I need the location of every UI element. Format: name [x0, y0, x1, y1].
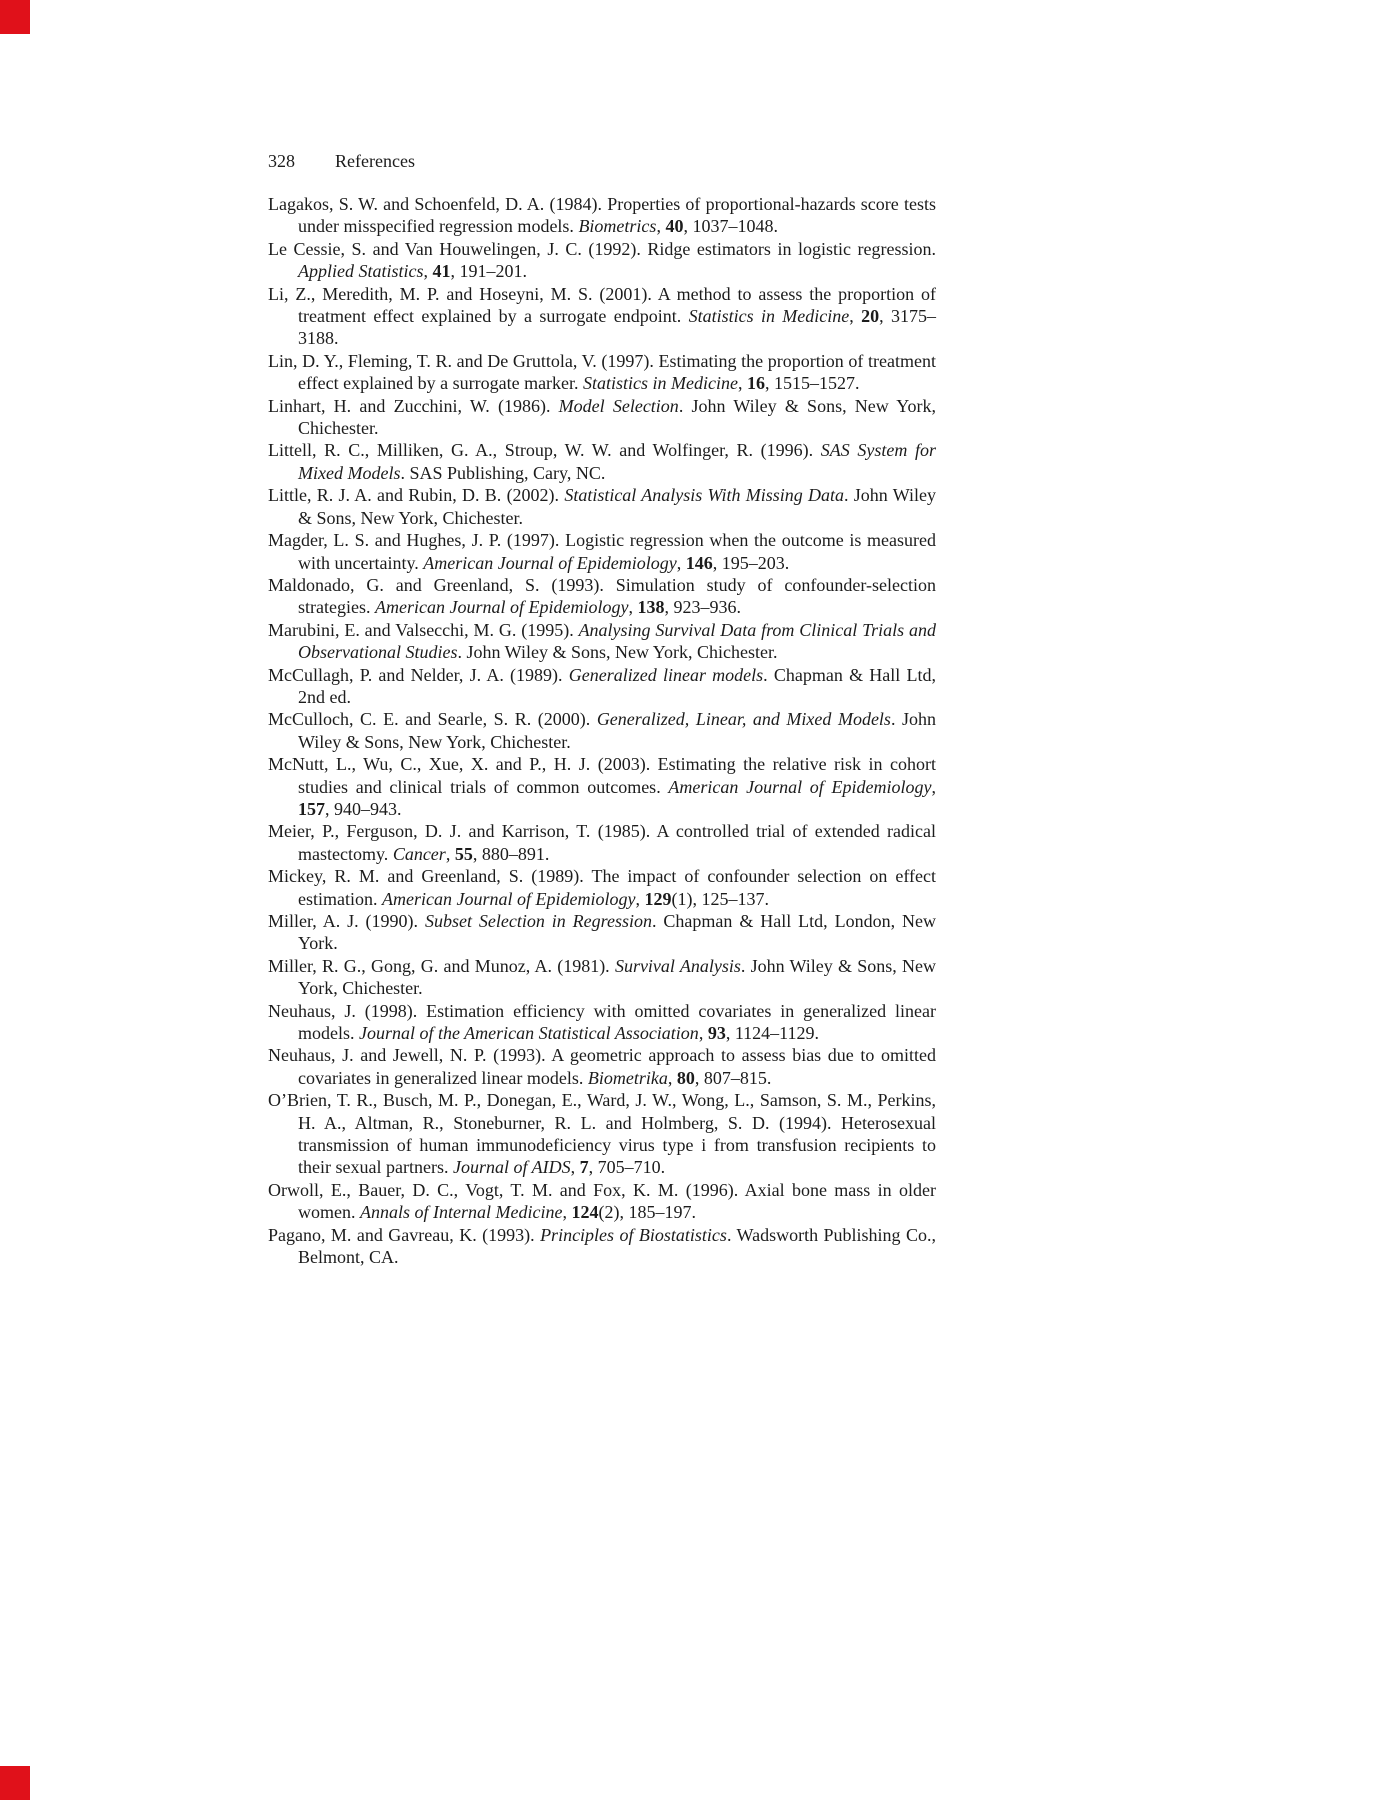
reference-text: . John Wiley & Sons, New York, Chichester. [457, 642, 778, 663]
journal-or-book-title: Journal of the American Statistical Association [359, 1023, 699, 1044]
volume-number: 138 [637, 597, 665, 618]
reference-text: , 1515–1527. [765, 373, 860, 394]
journal-or-book-title: Cancer [392, 843, 446, 864]
reference-entry [268, 395, 936, 440]
journal-or-book-title: Generalized linear models [568, 664, 764, 685]
volume-number: 16 [747, 373, 766, 394]
reference-text: Magder, L. S. and Hughes, J. P. (1997). Logistic regression when the outcome is measured with uncertainty. [268, 530, 936, 573]
reference-text: , 705–710. [588, 1157, 666, 1178]
reference-entry [268, 664, 936, 709]
journal-or-book-title: SAS System for Mixed Models [298, 440, 937, 483]
journal-or-book-title: American Journal of Epidemiology [374, 597, 629, 618]
journal-or-book-title: Analysing Survival Data from Clinical Trials and Observational Studies [298, 619, 937, 663]
reference-text: Little, R. J. A. and Rubin, D. B. (2002). [268, 485, 565, 506]
volume-number: 41 [432, 261, 451, 282]
references-list [268, 193, 936, 1269]
reference-text: Pagano, M. and Gavreau, K. (1993). [268, 1224, 541, 1245]
reference-text: . John Wiley & Sons, New York, Chichester. [298, 395, 936, 439]
reference-entry [268, 619, 936, 664]
reference-text: , 191–201. [450, 261, 527, 282]
reference-text: , [628, 597, 638, 618]
reference-text: Neuhaus, J. and Jewell, N. P. (1993). A geometric approach to assess bias due to omitted covariates in generalized linear models. [268, 1045, 936, 1088]
journal-or-book-title: Model Selection [558, 395, 679, 416]
reference-text: , [667, 1067, 677, 1088]
reference-text: , 1124–1129. [725, 1023, 819, 1044]
journal-or-book-title: American Journal of Epidemiology [423, 552, 677, 573]
reference-text: , [698, 1023, 708, 1044]
reference-entry [268, 910, 936, 955]
volume-number: 129 [644, 888, 672, 909]
reference-text: , [562, 1202, 572, 1223]
journal-or-book-title: Statistics in Medicine [583, 373, 739, 394]
reference-entry [268, 1089, 936, 1179]
reference-text: Meier, P., Ferguson, D. J. and Karrison, T. (1985). A controlled trial of extended radical mastectomy. [268, 821, 936, 864]
reference-text: , [931, 776, 936, 797]
reference-text: , 3175–3188. [298, 306, 937, 349]
reference-text: , [423, 261, 433, 282]
reference-text: , 940–943. [325, 798, 402, 819]
reference-entry [268, 955, 936, 1000]
reference-text: Orwoll, E., Bauer, D. C., Vogt, T. M. and Fox, K. M. (1996). Axial bone mass in older women. [268, 1179, 936, 1223]
reference-text: , [445, 843, 455, 864]
reference-text: Mickey, R. M. and Greenland, S. (1989). The impact of confounder selection on effect estimation. [268, 866, 936, 909]
reference-text: (2), 185–197. [598, 1202, 696, 1223]
reference-text: O’Brien, T. R., Busch, M. P., Donegan, E., Ward, J. W., Wong, L., Samson, S. M., Perkins, H. A., Altman, R., Stoneburner, R. L. and Holmberg, S. D. (1994). Heterosexual transmission of human immunodeficiency virus type i from transfusion recipients to their sexual partners. [268, 1090, 936, 1178]
journal-or-book-title: Journal of AIDS [452, 1157, 571, 1178]
reference-text: Maldonado, G. and Greenland, S. (1993). Simulation study of confounder-selection strategies. [268, 574, 936, 618]
reference-text: . Wadsworth Publishing Co., Belmont, CA. [298, 1224, 936, 1268]
volume-number: 146 [685, 552, 713, 573]
reference-text: . John Wiley & Sons, New York, Chichester. [298, 709, 937, 752]
reference-text: Neuhaus, J. (1998). Estimation efficiency with omitted covariates in generalized linear models. [268, 1000, 936, 1044]
reference-text: , [570, 1157, 580, 1178]
journal-or-book-title: Biometrics [578, 216, 657, 237]
volume-number: 55 [454, 843, 473, 864]
reference-entry [268, 350, 936, 395]
reference-text: . Chapman & Hall Ltd, London, New York. [298, 911, 936, 954]
reference-entry [268, 529, 936, 574]
reference-text: . John Wiley & Sons, New York, Chichester. [298, 485, 936, 528]
reference-entry [268, 484, 936, 529]
reference-entry [268, 820, 936, 865]
reference-text: , 807–815. [694, 1067, 772, 1088]
reference-text: McNutt, L., Wu, C., Xue, X. and P., H. J. (2003). Estimating the relative risk in cohort studies and clinical trials of common outcomes. [268, 754, 936, 797]
reference-text: Littell, R. C., Milliken, G. A., Stroup, W. W. and Wolfinger, R. (1996). [268, 440, 821, 461]
reference-text: . SAS Publishing, Cary, NC. [400, 462, 606, 483]
reference-entry [268, 865, 936, 910]
reference-text: , [635, 888, 645, 909]
reference-text: , 923–936. [664, 597, 741, 618]
reference-text: . John Wiley & Sons, New York, Chichester. [298, 955, 936, 999]
volume-number: 7 [579, 1157, 589, 1178]
reference-text: , [738, 373, 748, 394]
journal-or-book-title: Survival Analysis [614, 955, 741, 976]
reference-text: McCullagh, P. and Nelder, J. A. (1989). [268, 664, 569, 685]
reference-text: . Chapman & Hall Ltd, 2nd ed. [298, 664, 937, 707]
journal-or-book-title: Biometrika [587, 1067, 668, 1088]
reference-text: , [849, 306, 862, 327]
reference-text: , [676, 552, 686, 573]
journal-or-book-title: Statistics in Medicine [688, 306, 850, 327]
page-number: 328 [268, 151, 295, 171]
volume-number: 157 [298, 798, 325, 819]
volume-number: 20 [861, 306, 880, 327]
reference-text: Lagakos, S. W. and Schoenfeld, D. A. (1984). Properties of proportional-hazards score tests under misspecified regression models. [268, 194, 936, 237]
journal-or-book-title: Applied Statistics [298, 261, 424, 282]
reference-entry [268, 1044, 936, 1089]
reference-text: , 195–203. [712, 552, 790, 573]
scan-registration-mark-top [0, 0, 30, 34]
journal-or-book-title: Generalized, Linear, and Mixed Models [596, 709, 891, 730]
journal-or-book-title: Subset Selection in Regression [424, 911, 652, 931]
volume-number: 40 [665, 216, 684, 237]
reference-entry [268, 753, 936, 820]
page-content [268, 150, 936, 1269]
volume-number: 80 [676, 1067, 695, 1088]
reference-entry [268, 708, 936, 753]
reference-entry [268, 193, 936, 238]
reference-text: Miller, A. J. (1990). [268, 911, 425, 931]
reference-text: Marubini, E. and Valsecchi, M. G. (1995). [268, 619, 579, 640]
reference-entry [268, 283, 936, 350]
journal-or-book-title: American Journal of Epidemiology [668, 776, 932, 797]
reference-entry [268, 439, 936, 484]
reference-text: (1), 125–137. [671, 888, 769, 909]
volume-number: 124 [571, 1202, 599, 1223]
section-title: References [335, 151, 415, 171]
journal-or-book-title: American Journal of Epidemiology [382, 888, 636, 909]
reference-entry [268, 1000, 936, 1045]
reference-entry [268, 238, 936, 283]
running-head [268, 150, 936, 172]
volume-number: 93 [707, 1023, 726, 1044]
scan-registration-mark-bottom [0, 1766, 30, 1800]
reference-entry [268, 1224, 936, 1269]
reference-text: McCulloch, C. E. and Searle, S. R. (2000). [268, 709, 597, 730]
reference-text: Miller, R. G., Gong, G. and Munoz, A. (1981). [268, 955, 615, 976]
reference-text: Linhart, H. and Zucchini, W. (1986). [268, 395, 559, 416]
reference-text: Le Cessie, S. and Van Houwelingen, J. C. (1992). Ridge estimators in logistic regression. [268, 238, 936, 259]
reference-text: Lin, D. Y., Fleming, T. R. and De Gruttola, V. (1997). Estimating the proportion of treatment effect explained by a surrogate marker. [268, 350, 936, 394]
reference-text: , [656, 216, 666, 237]
reference-entry [268, 1179, 936, 1224]
journal-or-book-title: Annals of Internal Medicine [360, 1202, 563, 1223]
journal-or-book-title: Statistical Analysis With Missing Data [564, 485, 845, 506]
reference-entry [268, 574, 936, 619]
journal-or-book-title: Principles of Biostatistics [540, 1224, 727, 1245]
reference-text: , 880–891. [472, 843, 550, 864]
reference-text: Li, Z., Meredith, M. P. and Hoseyni, M. S. (2001). A method to assess the proportion of treatment effect explained by a surrogate endpoint. [268, 283, 936, 327]
reference-text: , 1037–1048. [683, 216, 778, 237]
